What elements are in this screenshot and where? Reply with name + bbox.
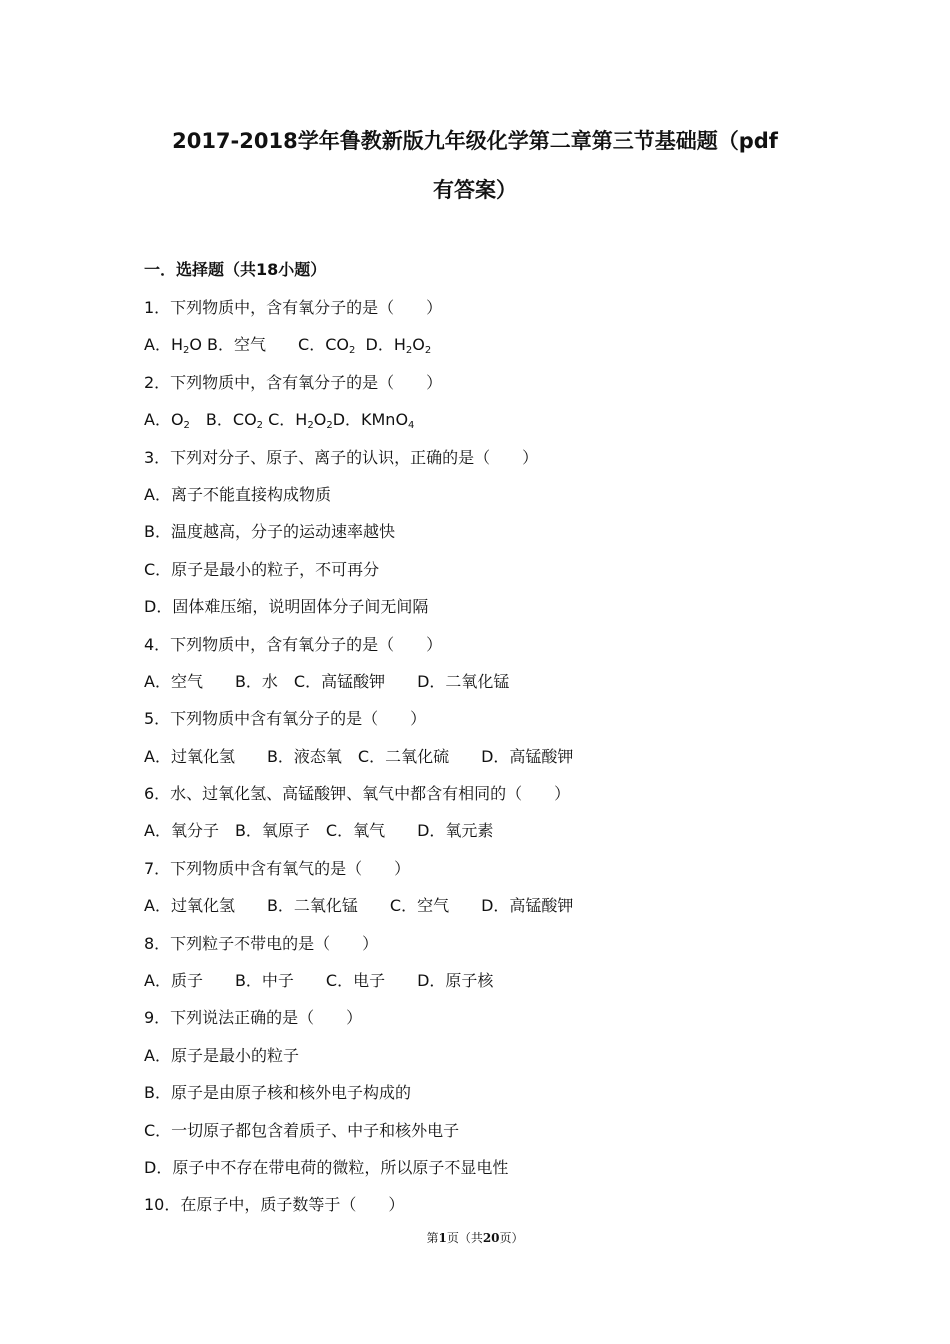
- question-7: 7．下列物质中含有氧气的是（ ）: [144, 858, 411, 878]
- question-9-option-b: B．原子是由原子核和核外电子构成的: [144, 1083, 411, 1103]
- option-text: A．H: [144, 335, 183, 355]
- question-8-options: A．质子 B．中子 C．电子 D．原子核: [144, 971, 494, 991]
- subscript: 4: [408, 420, 415, 432]
- subscript: 2: [348, 345, 356, 357]
- option-text: O: [412, 335, 425, 355]
- subscript: 2: [182, 345, 190, 357]
- document-title-line-1: 2017-2018学年鲁教新版九年级化学第二章第三节基础题（pdf: [172, 129, 778, 153]
- question-3: 3．下列对分子、原子、离子的认识，正确的是（ ）: [144, 447, 539, 467]
- question-6-options: A．氧分子 B．氧原子 C．氧气 D．氧元素: [144, 821, 494, 841]
- question-6: 6．水、过氧化氢、高锰酸钾、氧气中都含有相同的（ ）: [144, 784, 571, 804]
- section-heading: 一．选择题（共18小题）: [144, 260, 327, 279]
- question-1-options: [144, 332, 884, 369]
- question-list: [144, 295, 884, 1230]
- footer-text: 页）: [499, 1231, 524, 1245]
- document-title-line-2: 有答案）: [433, 178, 517, 202]
- option-text: C．H: [263, 410, 308, 430]
- option-text: A．O: [144, 410, 184, 430]
- option-text: D．H: [355, 335, 406, 355]
- footer-text: 第: [426, 1231, 439, 1245]
- question-10: 10．在原子中，质子数等于（ ）: [144, 1195, 405, 1215]
- subscript: 2: [183, 420, 190, 432]
- subscript: 2: [307, 420, 314, 432]
- question-3-option-c: C．原子是最小的粒子，不可再分: [144, 559, 380, 579]
- question-2-options: [144, 407, 884, 444]
- option-text: D．KMnO: [332, 410, 409, 430]
- option-text: O B．空气 C．CO: [189, 335, 349, 355]
- option-text: O: [313, 410, 327, 430]
- question-5: 5．下列物质中含有氧分子的是（ ）: [144, 709, 427, 729]
- question-8: 8．下列粒子不带电的是（ ）: [144, 933, 379, 953]
- subscript: 2: [256, 420, 264, 432]
- question-9-option-d: D．原子中不存在带电荷的微粒，所以原子不显电性: [144, 1157, 509, 1177]
- question-5-options: A．过氧化氢 B．液态氧 C．二氧化硫 D．高锰酸钾: [144, 746, 574, 766]
- question-7-options: A．过氧化氢 B．二氧化锰 C．空气 D．高锰酸钾: [144, 896, 574, 916]
- option-text: B．CO: [189, 410, 257, 430]
- footer-text: 页（共: [446, 1231, 483, 1245]
- question-9-option-c: C．一切原子都包含着质子、中子和核外电子: [144, 1120, 460, 1140]
- page-footer: [0, 1229, 950, 1247]
- question-4-options: A．空气 B．水 C．高锰酸钾 D．二氧化锰: [144, 671, 510, 691]
- question-9-option-a: A．原子是最小的粒子: [144, 1045, 299, 1065]
- question-3-option-b: B．温度越高，分子的运动速率越快: [144, 522, 395, 542]
- question-1: 1．下列物质中，含有氧分子的是（ ）: [144, 298, 443, 317]
- question-4: 4．下列物质中，含有氧分子的是（ ）: [144, 634, 443, 654]
- question-3-option-d: D．固体难压缩，说明固体分子间无间隔: [144, 597, 429, 617]
- question-9: 9．下列说法正确的是（ ）: [144, 1008, 363, 1028]
- question-3-option-a: A．离子不能直接构成物质: [144, 484, 331, 504]
- subscript: 2: [424, 345, 432, 357]
- footer-page-number: 1: [438, 1231, 447, 1245]
- subscript: 2: [326, 420, 333, 432]
- subscript: 2: [405, 345, 413, 357]
- footer-total-pages: 20: [482, 1231, 500, 1245]
- question-2: 2．下列物质中，含有氧分子的是（ ）: [144, 372, 443, 392]
